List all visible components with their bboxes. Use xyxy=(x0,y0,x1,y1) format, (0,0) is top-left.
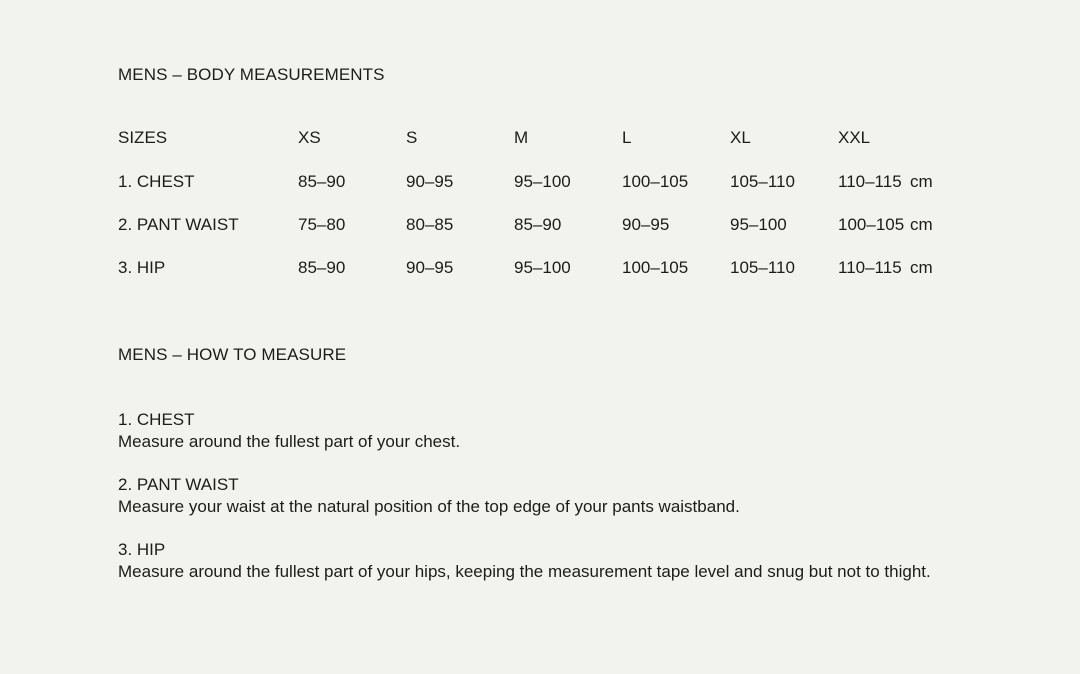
value-cell: 105–110 xyxy=(730,258,795,277)
size-header-l: L xyxy=(622,128,632,147)
value-cell: 105–110 xyxy=(730,172,795,191)
guide-item-title: 1. CHEST xyxy=(118,410,195,429)
guide-item-chest xyxy=(118,409,1018,453)
value-cell: 85–90 xyxy=(298,258,346,277)
measurement-row-pant-waist xyxy=(118,215,950,258)
unit-cell: cm xyxy=(910,215,933,234)
row-label: 1. CHEST xyxy=(118,172,195,191)
body-measurements-title: MENS – BODY MEASUREMENTS xyxy=(118,65,385,84)
value-cell: 85–90 xyxy=(298,172,346,191)
guide-item-description: Measure around the fullest part of your hips, keeping the measurement tape level and snug but not to thight. xyxy=(118,562,931,581)
guide-item-description: Measure your waist at the natural position of the top edge of your pants waistband. xyxy=(118,497,740,516)
value-cell: 90–95 xyxy=(406,258,454,277)
sizes-header-label: SIZES xyxy=(118,128,168,147)
value-cell: 85–90 xyxy=(514,215,562,234)
value-cell: 110–115 xyxy=(838,172,902,191)
guide-item-hip xyxy=(118,539,1018,583)
size-header-xs: XS xyxy=(298,128,321,147)
measurement-row-chest xyxy=(118,172,950,215)
unit-cell: cm xyxy=(910,172,933,191)
size-header-xl: XL xyxy=(730,128,751,147)
size-header-xxl: XXL xyxy=(838,128,871,147)
guide-item-description: Measure around the fullest part of your chest. xyxy=(118,432,461,451)
value-cell: 100–105 xyxy=(838,215,905,234)
value-cell: 90–95 xyxy=(622,215,670,234)
value-cell: 100–105 xyxy=(622,258,689,277)
size-header-row xyxy=(118,128,950,172)
value-cell: 110–115 xyxy=(838,258,902,277)
row-label: 2. PANT WAIST xyxy=(118,215,239,234)
value-cell: 90–95 xyxy=(406,172,454,191)
size-header-s: S xyxy=(406,128,418,147)
how-to-measure-title: MENS – HOW TO MEASURE xyxy=(118,345,347,364)
row-label: 3. HIP xyxy=(118,258,166,277)
guide-item-title: 2. PANT WAIST xyxy=(118,475,239,494)
value-cell: 80–85 xyxy=(406,215,454,234)
value-cell: 95–100 xyxy=(514,172,571,191)
measure-guide xyxy=(118,409,1018,604)
guide-item-pant-waist xyxy=(118,474,1018,518)
value-cell: 95–100 xyxy=(514,258,571,277)
value-cell: 95–100 xyxy=(730,215,787,234)
unit-cell: cm xyxy=(910,258,933,277)
unit-header-empty xyxy=(910,128,950,172)
value-cell: 100–105 xyxy=(622,172,689,191)
value-cell: 75–80 xyxy=(298,215,346,234)
size-header-m: M xyxy=(514,128,529,147)
guide-item-title: 3. HIP xyxy=(118,540,166,559)
measurement-row-hip xyxy=(118,258,950,301)
size-chart-table xyxy=(118,128,950,301)
